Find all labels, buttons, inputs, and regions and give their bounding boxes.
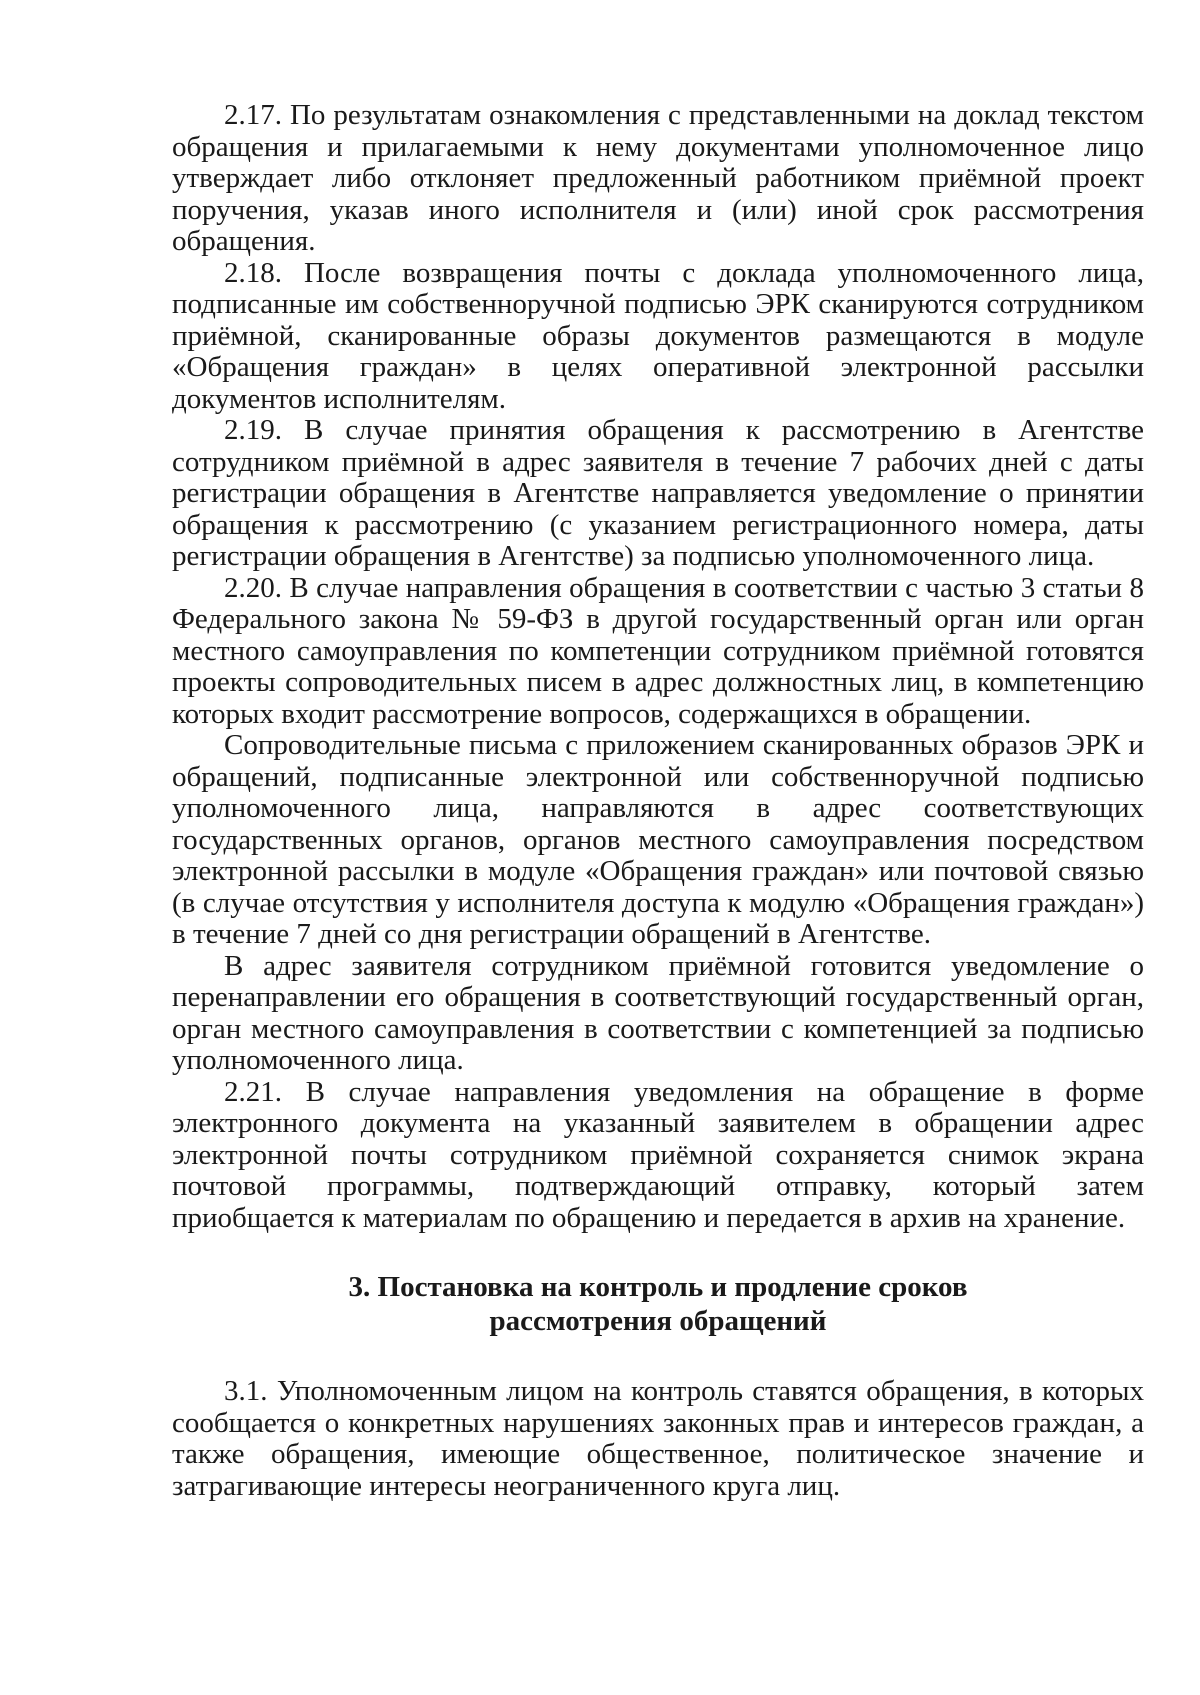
section-heading (172, 1270, 1144, 1338)
document-page (172, 100, 1144, 1502)
paragraph-2-20: 2.20. В случае направления обращения в соответствии с частью 3 статьи 8 Федерального закона № 59-ФЗ в другой государственный орган или орган местного самоуправления по компетенции сотрудником приёмной готовятся проекты сопроводительных писем в адрес должностных лиц, в компетенцию которых входит рассмотрение вопросов, содержащихся в обращении. (172, 571, 1144, 730)
paragraph-2-17: 2.17. По результатам ознакомления с представленными на доклад текстом обращения и прилагаемыми к нему документами уполномоченное лицо утверждает либо отклоняет предложенный работником приёмной проект поручения, указав иного исполнителя и (или) иной срок рассмотрения обращения. (172, 99, 1144, 257)
paragraph-2-18: 2.18. После возвращения почты с доклада уполномоченного лица, подписанные им собственноручной подписью ЭРК сканируются сотрудником приёмной, сканированные образы документов размещаются в модуле «Обращения граждан» в целях оперативной электронной рассылки документов исполнителям. (172, 256, 1144, 415)
section-heading-line2: рассмотрения обращений (489, 1305, 827, 1337)
paragraph-2-19: 2.19. В случае принятия обращения к рассмотрению в Агентстве сотрудником приёмной в адрес заявителя в течение 7 рабочих дней с даты регистрации обращения в Агентстве направляется уведомление о принятии обращения к рассмотрению (с указанием регистрационного номера, даты регистрации обращения в Агентстве) за подписью уполномоченного лица. (172, 414, 1144, 572)
paragraph-3-1: 3.1. Уполномоченным лицом на контроль ставятся обращения, в которых сообщается о конкретных нарушениях законных прав и интересов граждан, а также обращения, имеющие общественное, политическое значение и затрагивающие интересы неограниченного круга лиц. (172, 1375, 1144, 1502)
paragraph-2-20-notification: В адрес заявителя сотрудником приёмной готовится уведомление о перенаправлении его обращения в соответствующий государственный орган, орган местного самоуправления в соответствии с компетенцией за подписью уполномоченного лица. (172, 949, 1144, 1076)
paragraph-2-21: 2.21. В случае направления уведомления на обращение в форме электронного документа на указанный заявителем в обращении адрес электронной почты сотрудником приёмной сохраняется снимок экрана почтовой программы, подтверждающий отправку, который затем приобщается к материалам по обращению и передается в архив на хранение. (172, 1075, 1144, 1234)
section-heading-line1: 3. Постановка на контроль и продление сроков (348, 1271, 968, 1303)
paragraph-2-20-cover-letters: Сопроводительные письма с приложением сканированных образов ЭРК и обращений, подписанные электронной или собственноручной подписью уполномоченного лица, направляются в адрес соответствующих государственных органов, органов местного самоуправления посредством электронной рассылки в модуле «Обращения граждан» или почтовой связью (в случае отсутствия у исполнителя доступа к модулю «Обращения граждан») в течение 7 дней со дня регистрации обращений в Агентстве. (172, 729, 1144, 950)
